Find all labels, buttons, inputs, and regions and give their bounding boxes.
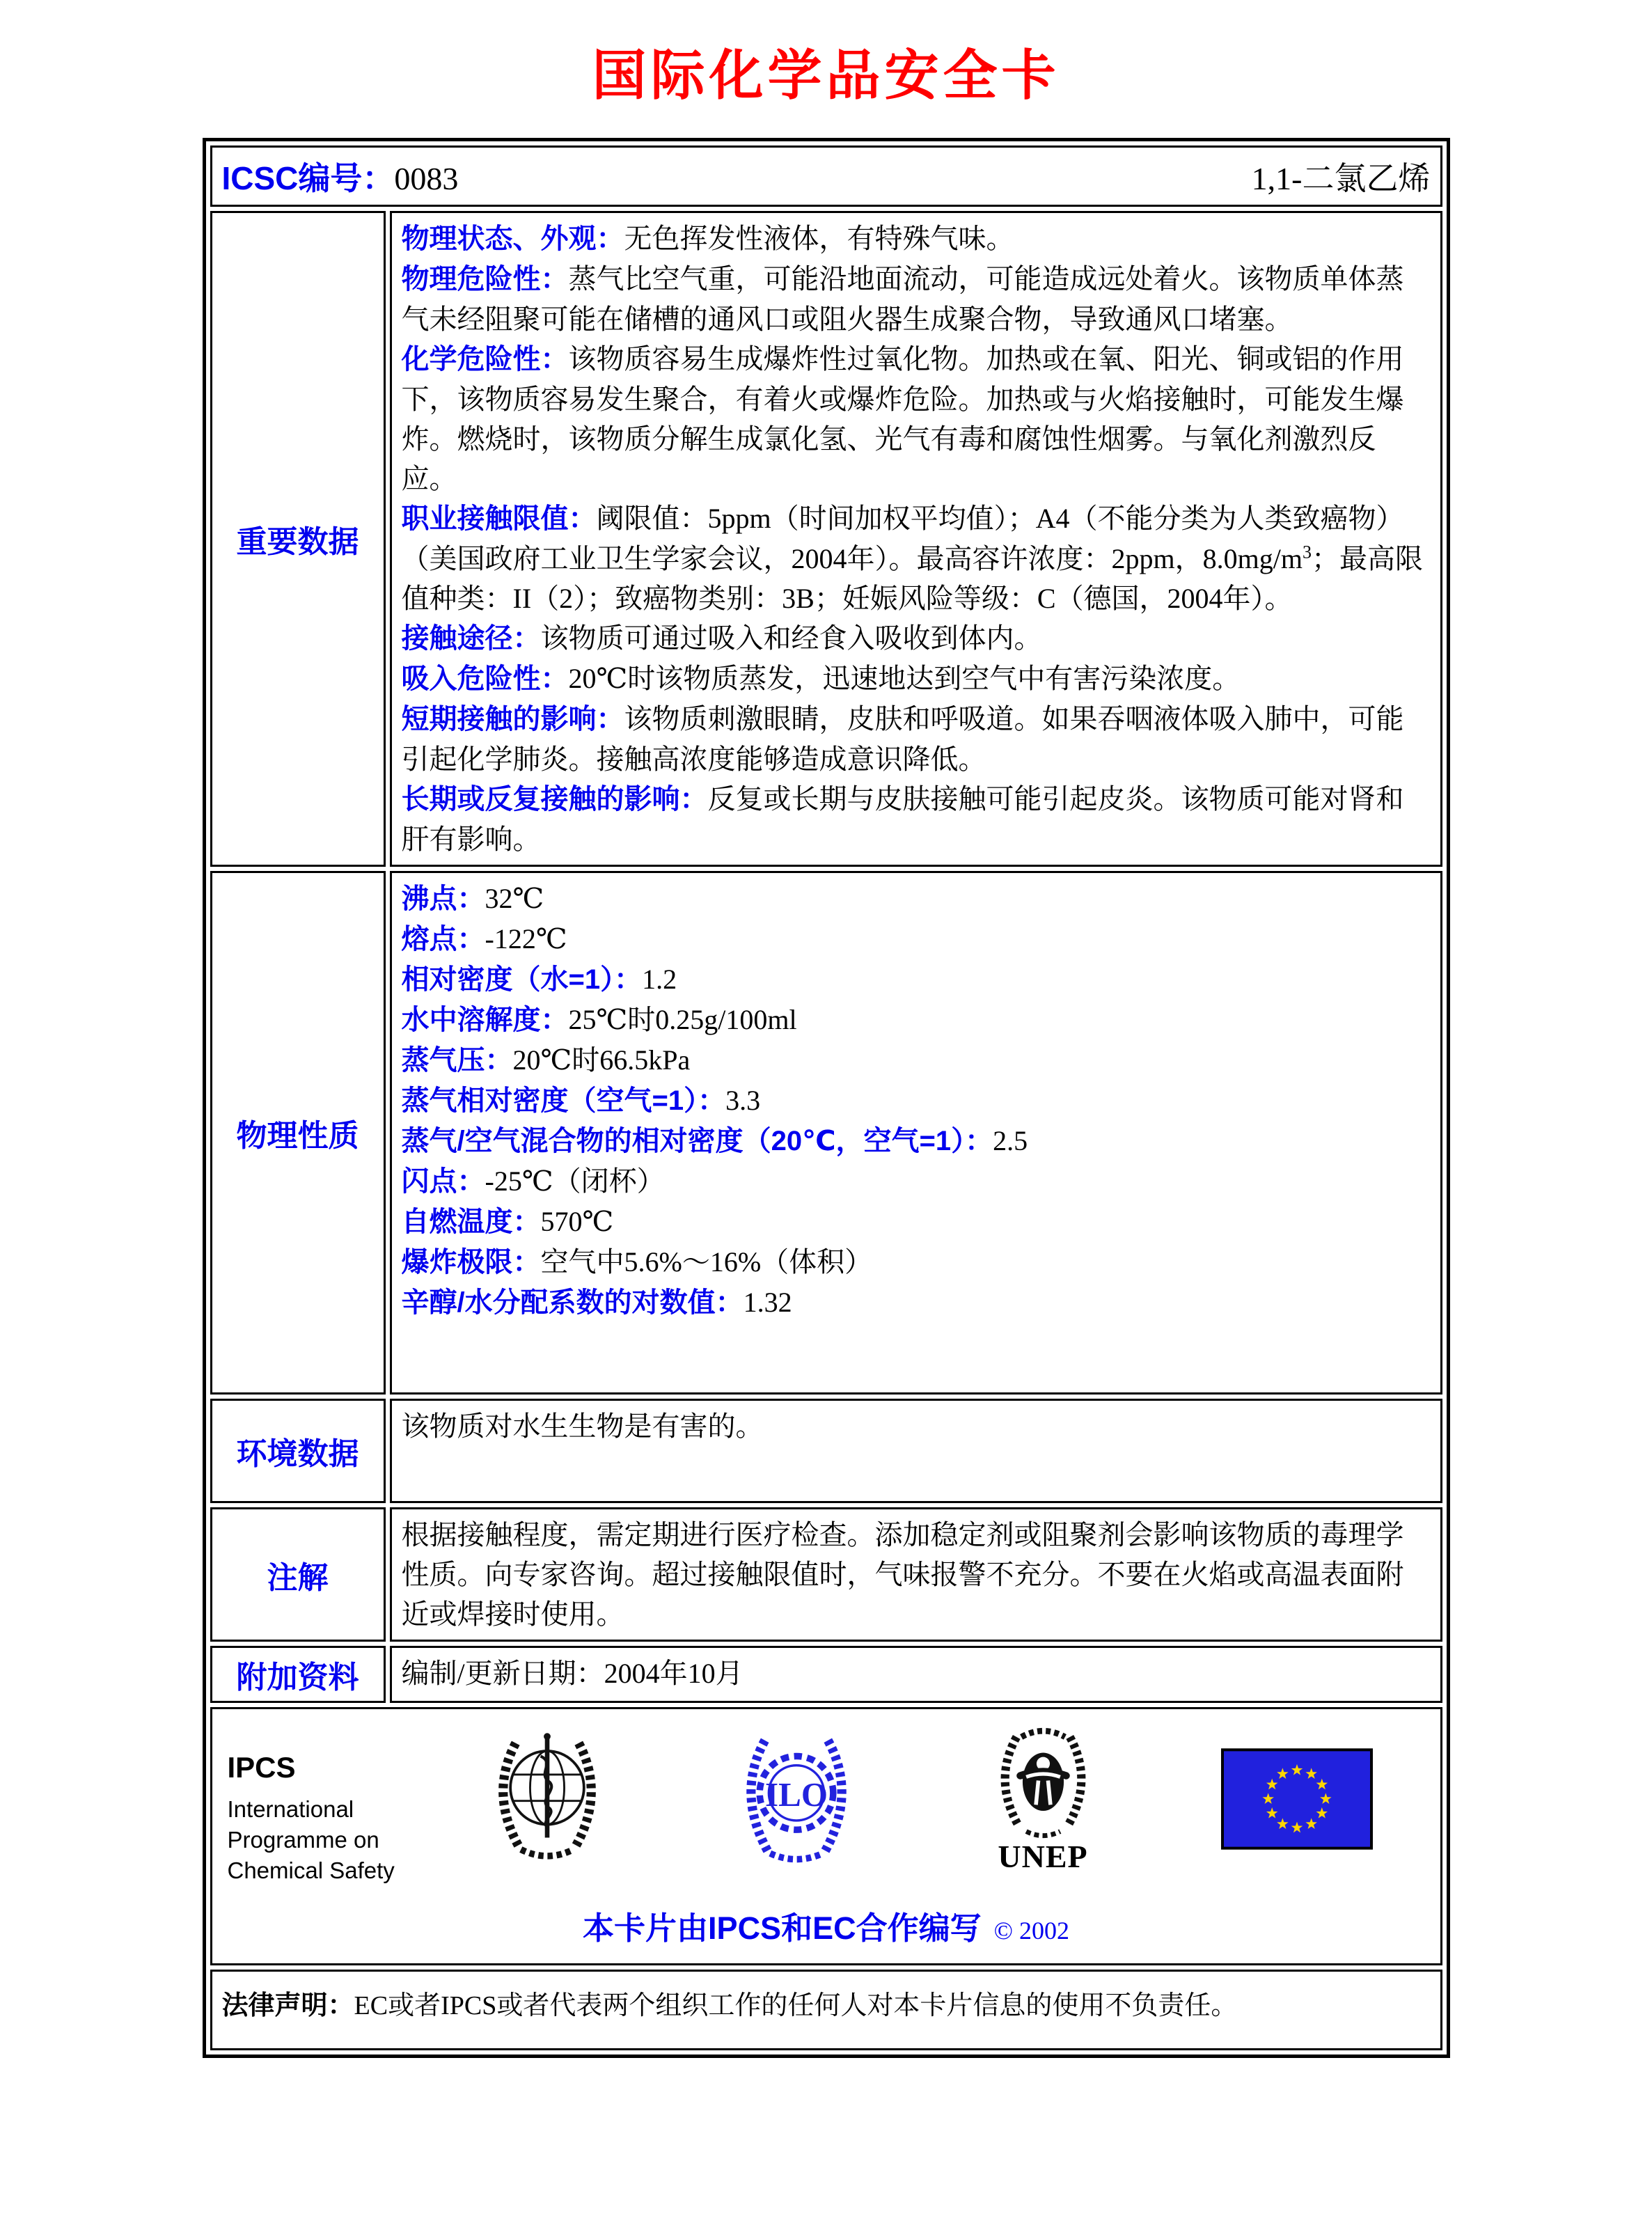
important-data-row <box>210 211 1442 867</box>
notes-row-label: 注解 <box>210 1507 386 1642</box>
item-label: 接触途径： <box>401 623 541 654</box>
item-text: 无色挥发性液体，有特殊气味。 <box>624 223 1014 254</box>
item-text: 蒸气比空气重，可能沿地面流动，可能造成远处着火。该物质单体蒸气未经阻聚可能在储槽的通风口或阻火器生成聚合物，导致通风口堵塞。 <box>401 263 1404 335</box>
unep-wordmark: UNEP <box>998 1839 1088 1874</box>
property-label: 蒸气相对密度（空气=1）： <box>401 1085 726 1116</box>
who-emblem-icon <box>481 1727 613 1870</box>
icsc-number-value: 0083 <box>394 161 459 196</box>
property-label: 辛醇/水分配系数的对数值： <box>401 1287 744 1318</box>
property-label: 蒸气压： <box>401 1045 513 1076</box>
item-label: 短期接触的影响： <box>401 704 624 734</box>
additional-info-content: 编制/更新日期：2004年10月 <box>390 1646 1442 1703</box>
property-vapor-density <box>402 1081 1431 1121</box>
superscript-3: 3 <box>1302 542 1312 563</box>
item-text: 该物质刺激眼睛，皮肤和呼吸道。如果吞咽液体吸入肺中，可能引起化学肺炎。接触高浓度能够造成意识降低。 <box>401 703 1404 775</box>
credit-text: 本卡片由IPCS和EC合作编写 <box>583 1910 982 1946</box>
physical-properties-content <box>390 871 1442 1395</box>
property-flash-point <box>402 1161 1431 1202</box>
item-label: 长期或反复接触的影响： <box>401 784 708 815</box>
important-item-physical-danger <box>402 259 1431 339</box>
page-title: 国际化学品安全卡 <box>592 45 1060 106</box>
logos-cell <box>210 1707 1442 1965</box>
environmental-data-content: 该物质对水生生物是有害的。 <box>390 1399 1442 1503</box>
icsc-number-group <box>222 153 459 199</box>
ipcs-line-2: Programme on <box>227 1827 379 1853</box>
item-label: 化学危险性： <box>401 344 569 375</box>
property-explosive-limits <box>402 1242 1431 1282</box>
logos-strip <box>228 1727 1425 1886</box>
item-text: 20℃时该物质蒸发，迅速地达到空气中有害污染浓度。 <box>568 663 1241 694</box>
item-text: 该物质容易生成爆炸性过氧化物。加热或在氧、阳光、铜或铝的作用下，该物质容易发生聚合，有着火或爆炸危险。加热或与火焰接触时，可能发生爆炸。燃烧时，该物质分解生成氯化氢、光气有毒和腐蚀性烟雾。与氧化剂激烈反应。 <box>401 343 1404 494</box>
important-item-inhalation-risk <box>402 659 1431 699</box>
ilo-monogram: ILO <box>764 1775 828 1814</box>
important-item-exposure-routes <box>402 618 1431 659</box>
item-label: 吸入危险性： <box>401 663 569 694</box>
property-value: 32℃ <box>485 883 544 914</box>
important-item-chemical-danger <box>402 339 1431 498</box>
eu-flag-icon <box>1221 1748 1373 1853</box>
ilo-emblem-icon <box>730 1727 863 1870</box>
legal-cell <box>210 1970 1442 2050</box>
additional-info-row-label: 附加资料 <box>210 1646 386 1703</box>
item-label: 物理危险性： <box>401 264 569 294</box>
property-value: 25℃时0.25g/100ml <box>568 1004 797 1035</box>
unep-emblem-icon <box>982 1727 1104 1842</box>
icsc-card-page <box>203 0 1450 2058</box>
property-vapor-air-mixture-density <box>402 1121 1431 1161</box>
unep-emblem-block <box>982 1727 1104 1875</box>
item-label: 物理状态、外观： <box>401 223 624 254</box>
important-item-physical-state <box>402 219 1431 259</box>
property-label: 熔点： <box>401 924 485 954</box>
property-label: 沸点： <box>401 883 485 914</box>
property-autoignition-temperature <box>402 1202 1431 1242</box>
property-label: 闪点： <box>401 1166 485 1197</box>
property-label: 自燃温度： <box>401 1207 541 1237</box>
property-label: 相对密度（水=1）： <box>401 964 643 995</box>
property-value: 1.2 <box>642 964 677 995</box>
property-water-solubility <box>402 1000 1431 1040</box>
property-value: -25℃（闭杯） <box>485 1165 665 1197</box>
property-value: 空气中5.6%～16%（体积） <box>540 1246 873 1278</box>
ipcs-line-3: Chemical Safety <box>227 1857 395 1883</box>
credit-year: © 2002 <box>993 1917 1069 1945</box>
property-boiling-point <box>402 879 1431 919</box>
property-value: 3.3 <box>725 1085 761 1116</box>
physical-properties-row <box>210 871 1442 1395</box>
icsc-number-label: ICSC编号： <box>221 160 395 196</box>
notes-content: 根据接触程度，需定期进行医疗检查。添加稳定剂或阻聚剂会影响该物质的毒理学性质。向专家咨询。超过接触限值时，气味报警不充分。不要在火焰或高温表面附近或焊接时使用。 <box>390 1507 1442 1642</box>
additional-info-row <box>210 1646 1442 1703</box>
item-text: 反复或长期与皮肤接触可能引起皮炎。该物质可能对肾和肝有影响。 <box>401 783 1404 855</box>
important-item-occupational-limits <box>402 498 1431 618</box>
header-row <box>210 146 1442 207</box>
property-value: 2.5 <box>993 1125 1028 1156</box>
property-relative-density <box>402 959 1431 1000</box>
property-label: 蒸气/空气混合物的相对密度（20℃，空气=1）： <box>401 1126 993 1156</box>
item-text-post: ；最高限值种类：II（2）；致癌物类别：3B；妊娠风险等级：C（德国，2004年）。 <box>401 543 1423 614</box>
environmental-data-row <box>210 1399 1442 1503</box>
property-label: 水中溶解度： <box>401 1005 569 1035</box>
icsc-table <box>203 138 1450 2058</box>
notes-row <box>210 1507 1442 1642</box>
property-value: -122℃ <box>485 923 567 954</box>
item-text: 该物质可通过吸入和经食入吸收到体内。 <box>540 622 1042 654</box>
legal-text: EC或者IPCS或者代表两个组织工作的任何人对本卡片信息的使用不负责任。 <box>354 1991 1238 2020</box>
legal-row <box>210 1970 1442 2050</box>
important-item-short-term-effects <box>402 699 1431 779</box>
property-octanol-water-partition <box>402 1282 1431 1323</box>
property-value: 570℃ <box>540 1206 614 1237</box>
ipcs-text-block <box>228 1751 414 1886</box>
important-data-row-label: 重要数据 <box>210 211 386 867</box>
environmental-data-row-label: 环境数据 <box>210 1399 386 1503</box>
header-cell <box>210 146 1442 207</box>
physical-properties-row-label: 物理性质 <box>210 871 386 1395</box>
important-data-content <box>390 211 1442 867</box>
property-value: 1.32 <box>743 1287 792 1318</box>
important-item-long-term-effects <box>402 779 1431 859</box>
chemical-name: 1,1-二氯乙烯 <box>1251 161 1431 196</box>
item-text-pre: 阈限值：5ppm（时间加权平均值）；A4（不能分类为人类致癌物）（美国政府工业卫生学家会议，2004年）。最高容许浓度：2ppm，8.0mg/m <box>401 503 1404 574</box>
property-label: 爆炸极限： <box>401 1247 541 1278</box>
property-value: 20℃时66.5kPa <box>512 1044 691 1076</box>
property-vapor-pressure <box>402 1040 1431 1081</box>
item-label: 职业接触限值： <box>401 503 597 534</box>
logos-row <box>210 1707 1442 1965</box>
ipcs-acronym: IPCS <box>227 1751 296 1784</box>
property-melting-point <box>402 919 1431 959</box>
legal-label: 法律声明： <box>221 1991 354 2020</box>
credit-line <box>228 1903 1425 1948</box>
ipcs-line-1: International <box>227 1796 354 1822</box>
